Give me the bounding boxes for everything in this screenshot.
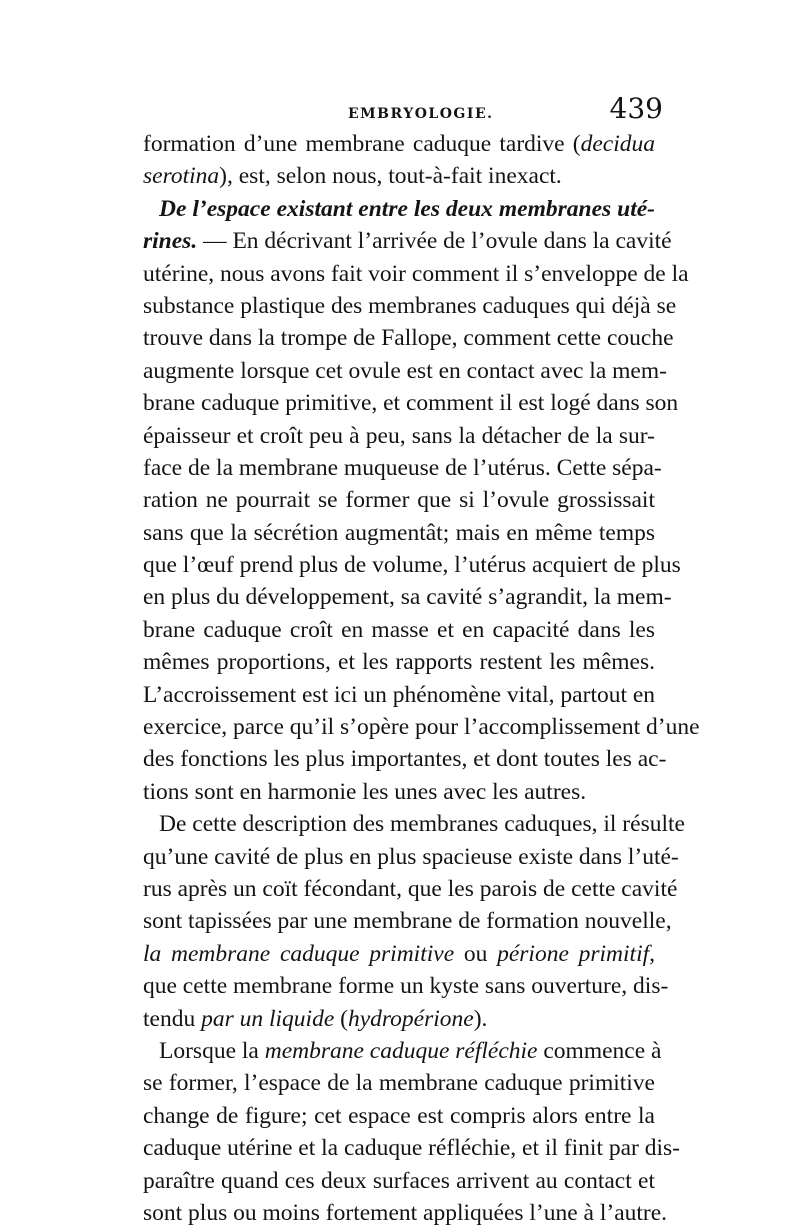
text-line <box>143 484 655 516</box>
text-run: exercice, parce qu’il s’opère pour l’accomplissement d’une <box>143 714 700 741</box>
text-run: tions sont en harmonie les unes avec les autres. <box>143 778 587 805</box>
text-line <box>143 160 655 192</box>
emphasized-text: serotina <box>143 163 220 190</box>
text-run: sont plus ou moins fortement appliquées l’une à l’autre. <box>143 1199 668 1226</box>
text-run: augmente lorsque cet ovule est en contact avec la mem- <box>143 357 667 384</box>
text-run: substance plastique des membranes caduques qui déjà se <box>143 292 677 319</box>
text-run: Lorsque la <box>159 1037 265 1064</box>
text-line <box>143 970 669 1002</box>
text-run: que l’œuf prend plus de volume, l’utérus acquiert de plus <box>143 552 681 579</box>
text-line <box>143 1132 680 1164</box>
emphasized-text: par un liquide <box>201 1005 335 1032</box>
text-line <box>143 1165 655 1197</box>
text-line <box>143 193 655 225</box>
text-line <box>143 1035 662 1067</box>
page-number: 439 <box>609 92 663 125</box>
text-run: formation d’une membrane caduque tardive ( <box>143 131 581 157</box>
emphasized-text: la membrane caduque primitive <box>143 940 455 967</box>
text-run: des fonctions les plus importantes, et dont toutes les ac- <box>143 746 667 773</box>
text-run: sont tapissées par une membrane de formation nouvelle, <box>143 908 672 935</box>
text-run: ), est, selon nous, tout-à-fait inexact. <box>219 163 562 190</box>
text-run: change de figure; cet espace est compris alors entre la <box>143 1102 655 1129</box>
text-run: De cette description des membranes caduques, il résulte <box>159 811 685 838</box>
text-run: ration ne pourrait se former que si l’ovule grossissait <box>143 487 655 514</box>
text-line <box>143 905 672 937</box>
text-line <box>143 873 678 905</box>
text-run: L’accroissement est ici un phénomène vital, partout en <box>143 681 656 708</box>
text-run: épaisseur et croît peu à peu, sans la détacher de la sur- <box>143 422 655 449</box>
text-line <box>143 128 655 160</box>
text-line <box>143 938 655 970</box>
text-line <box>143 776 655 808</box>
text-line <box>143 225 672 257</box>
text-run: brane caduque croît en masse et en capacité dans les <box>143 616 655 643</box>
text-line <box>143 258 689 290</box>
text-line <box>143 549 681 581</box>
emphasized-text: rines. <box>143 228 198 255</box>
text-line <box>143 743 667 775</box>
text-run: en plus du développement, sa cavité s’agrandit, la mem- <box>143 584 672 611</box>
text-line <box>143 614 655 646</box>
body-text <box>143 128 700 1229</box>
text-line <box>143 1067 655 1099</box>
text-line <box>143 1100 655 1132</box>
text-run: utérine, nous avons fait voir comment il s’enveloppe de la <box>143 260 689 287</box>
text-line <box>143 808 685 840</box>
text-run: brane caduque primitive, et comment il est logé dans son <box>143 390 679 417</box>
text-run: face de la membrane muqueuse de l’utérus. Cette sépa- <box>143 454 662 481</box>
emphasized-text: decidua <box>580 131 655 157</box>
text-run: — En décrivant l’arrivée de l’ovule dans la cavité <box>197 228 672 255</box>
text-line <box>143 322 674 354</box>
text-run: caduque utérine et la caduque réfléchie, et il finit par dis- <box>143 1135 680 1162</box>
text-run: tendu <box>143 1005 202 1032</box>
text-run: sans que la sécrétion augmentât; mais en même temps <box>143 519 655 546</box>
text-line <box>143 711 700 743</box>
text-run: trouve dans la trompe de Fallope, comment cette couche <box>143 325 674 352</box>
text-line <box>143 387 679 419</box>
emphasized-text: hydropérione <box>347 1005 474 1032</box>
text-line <box>143 841 679 873</box>
text-run: ( <box>334 1005 348 1032</box>
text-line <box>143 679 655 711</box>
running-head <box>143 92 663 132</box>
text-line <box>143 290 677 322</box>
text-line <box>143 420 655 452</box>
running-title: EMBRYOLOGIE. <box>348 106 494 122</box>
text-run: mêmes proportions, et les rapports restent les mêmes. <box>143 649 655 676</box>
text-line <box>143 581 672 613</box>
text-run: ou <box>454 940 498 967</box>
text-line <box>143 517 655 549</box>
text-run: que cette membrane forme un kyste sans ouverture, dis- <box>143 973 669 1000</box>
emphasized-text: membrane caduque réfléchie <box>264 1037 538 1064</box>
text-line <box>143 1197 668 1229</box>
text-run: commence à <box>537 1037 662 1064</box>
text-line <box>143 355 667 387</box>
emphasized-text: périone primitif, <box>497 940 656 967</box>
text-run: paraître quand ces deux surfaces arrivent au contact et <box>143 1167 655 1194</box>
text-line <box>143 1003 655 1035</box>
emphasized-text: De l’espace existant entre les deux membranes uté- <box>159 195 655 222</box>
text-line <box>143 452 662 484</box>
text-run: qu’une cavité de plus en plus spacieuse existe dans l’uté- <box>143 843 679 870</box>
text-run: se former, l’espace de la membrane caduque primitive <box>143 1070 655 1097</box>
text-run: rus après un coït fécondant, que les parois de cette cavité <box>143 875 678 902</box>
text-run: ). <box>473 1005 488 1032</box>
text-line <box>143 646 655 678</box>
